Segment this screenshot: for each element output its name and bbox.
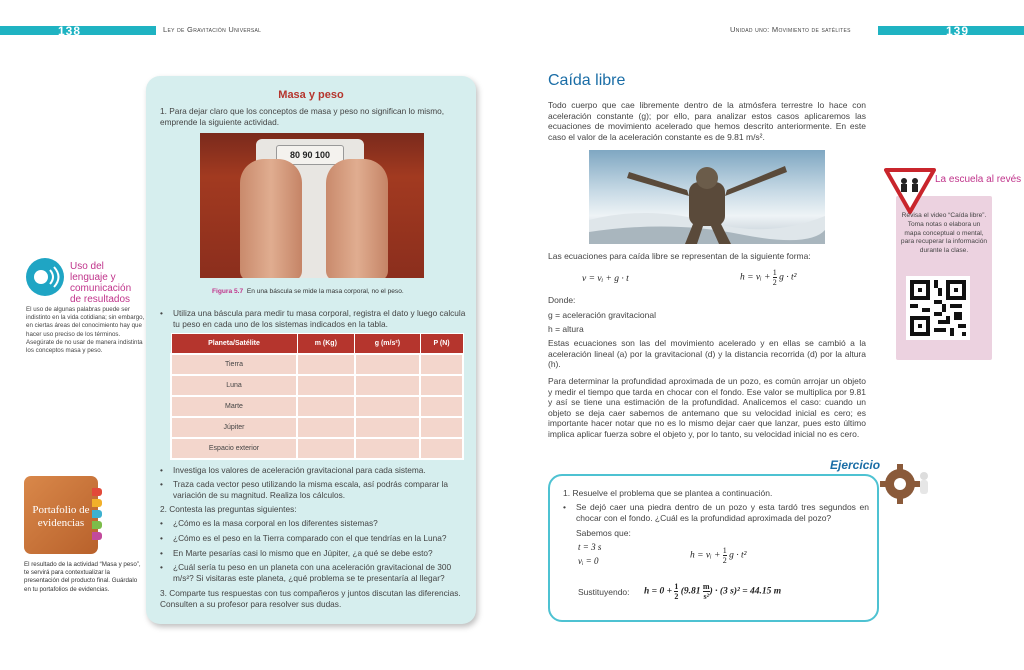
g-definition: g = aceleración gravitacional	[548, 310, 656, 320]
sub-gravity: 9.81	[683, 586, 701, 597]
skydiver-photo	[589, 150, 825, 244]
escuela-title: La escuela al revés	[935, 174, 1022, 185]
right-header-title: Unidad uno: Movimiento de satélites	[730, 25, 851, 34]
portafolio-tabs	[92, 488, 102, 544]
planet-table	[170, 333, 464, 460]
bullet-vector: • Traza cada vector peso utilizando la misma escala, así podrás comparar la variación de su magnitud. Realiza los cálculos.	[173, 479, 467, 500]
question-1: • ¿Cómo es la masa corporal en los diferentes sistemas?	[173, 518, 467, 529]
ejercicio-item-1: 1. Resuelve el problema que se plantea a continuación.	[563, 488, 773, 498]
table-cell-empty[interactable]	[420, 417, 463, 438]
equations-intro: Las ecuaciones para caída libre se representan de la siguiente forma:	[548, 251, 811, 261]
ejercicio-label: Ejercicio	[830, 458, 881, 472]
table-cell-empty[interactable]	[355, 375, 420, 396]
table-cell-planet: Luna	[171, 375, 297, 396]
sub-right: · (3 s)² = 44.15 m	[715, 586, 782, 597]
right-foot-image	[326, 159, 388, 278]
portafolio-icon: Portafolio de evidencias	[24, 476, 98, 554]
figure-caption	[212, 288, 404, 295]
ejercicio-bullet: • Se dejó caer una piedra dentro de un pozo y esta tardó tres segundos en chocar con el fondo. ¿Cuál es la profundidad aproximada del pozo?	[576, 502, 869, 523]
section-title: Caída libre	[548, 72, 626, 89]
table-header-m: m (Kg)	[297, 334, 355, 354]
pozo-paragraph: Para determinar la profundidad aproximada de un pozo, es común arrojar un objeto y medir el tiempo que tarda en chocar con el fondo. Ese valor se multiplica por 9.81 y así se tiene una estimación de la profundidad. Analicemos el caso: cuando un objeto se deja caer sabemos de antemano que su velocidad inicial es cero; es importante hacer notar que no es lo mismo dejar caer que lanzar, pues esto último implica aplicar fuerza sobre el objeto y, por lo tanto, su velocidad inicial no es cero.	[548, 376, 866, 439]
gear-person-icon	[880, 460, 920, 500]
table-cell-empty[interactable]	[420, 396, 463, 417]
one-half-fraction	[773, 268, 777, 287]
fraction-num: 1	[674, 582, 679, 591]
bascula-photo	[200, 133, 424, 278]
fraction-den: 2	[722, 556, 727, 565]
speaking-head-icon	[26, 258, 64, 296]
one-half-fraction	[723, 546, 727, 565]
table-row	[171, 354, 463, 375]
left-header-title: Ley de Gravitación Universal	[163, 25, 262, 34]
table-cell-planet: Marte	[171, 396, 297, 417]
table-cell-empty[interactable]	[297, 354, 355, 375]
bullet-bascula: • Utiliza una báscula para medir tu masa corporal, registra el dato y luego calcula tu peso en cada uno de los sistemas indicados en la tabla.	[173, 308, 467, 329]
activity-item-3: 3. Comparte tus respuestas con tus compañeros y juntos discutan las diferencias. Consulten a su profesor para resolver sus dudas.	[160, 588, 461, 609]
height-equation-exercise	[690, 546, 747, 565]
table-row	[171, 417, 463, 438]
sub-left: h = 0 +	[644, 586, 672, 597]
intro-paragraph: Todo cuerpo que cae libremente dentro de la atmósfera terrestre lo hace con aceleración constante (g); por ello, para analizar estos casos aplicaremos las ecuaciones de movimiento acelerado que hemos descrito anteriormente. En este caso el valor de la aceleración constante es de 9.81 m/s².	[548, 100, 866, 142]
escuela-text: Revisa el video “Caída libre”. Toma notas o elabora un mapa conceptual o mental, para recuperar la información durante la clase.	[900, 212, 988, 255]
portafolio-text: El resultado de la actividad “Masa y peso”, te servirá para contextualizar la presentación del producto final. Guárdalo en tu portafolios de evidencias.	[24, 561, 141, 593]
question-2: • ¿Cómo es el peso en la Tierra comparado con el que tendrías en la Luna?	[173, 533, 467, 544]
table-row	[171, 438, 463, 459]
donde-label: Donde:	[548, 295, 576, 305]
sustituyendo-label: Sustituyendo:	[578, 587, 630, 597]
table-cell-empty[interactable]	[355, 396, 420, 417]
unit-num: m	[702, 582, 710, 591]
table-row	[171, 375, 463, 396]
velocity-equation: v = vᵢ + g · t	[582, 274, 629, 284]
one-half-fraction	[674, 582, 678, 601]
left-page-number: 138	[58, 24, 82, 38]
fraction-den: 2	[772, 278, 777, 287]
height-eq-right: g · t²	[779, 272, 797, 283]
table-cell-empty[interactable]	[420, 354, 463, 375]
sabemos-label: Sabemos que:	[576, 528, 631, 538]
v-value: vᵢ = 0	[578, 556, 599, 566]
activity-item-1: 1. Para dejar claro que los conceptos de masa y peso no significan lo mismo, emprende la siguiente actividad.	[160, 106, 445, 127]
left-foot-image	[240, 159, 302, 278]
table-cell-planet: Júpiter	[171, 417, 297, 438]
uso-lenguaje-text: El uso de algunas palabras puede ser indistinto en la vida cotidiana; sin embargo, en ciertas áreas del conocimiento hay que hacer uso preciso de los términos. Asegúrate de no usar de manera indistinta los conceptos masa y peso.	[26, 306, 145, 355]
table-cell-empty[interactable]	[420, 375, 463, 396]
unit-den: s²	[703, 592, 710, 601]
height-eq-left: h = vᵢ +	[740, 272, 771, 283]
table-cell-empty[interactable]	[355, 438, 420, 459]
question-4: • ¿Cuál sería tu peso en un planeta con una aceleración gravitacional de 300 m/s²? Si visitaras este planeta, ¿qué problema se te presentaría al llegar?	[173, 562, 467, 583]
height-equation	[740, 268, 797, 287]
table-cell-empty[interactable]	[297, 396, 355, 417]
figure-label: Figura 5.7	[212, 288, 244, 295]
height-eq-left: h = vᵢ +	[690, 550, 721, 561]
explanation-paragraph: Estas ecuaciones son las del movimiento acelerado y en ellas se cambió a la aceleración lineal (a) por la gravitacional (d) y la distancia recorrida (d) por la altura (h).	[548, 338, 866, 370]
bullet-investiga: • Investiga los valores de aceleración gravitacional para cada sistema.	[173, 465, 467, 476]
question-3: • En Marte pesarías casi lo mismo que en Júpiter, ¿a qué se debe esto?	[173, 548, 467, 559]
t-value: t = 3 s	[578, 542, 602, 552]
substitution-equation: h = 0 + $\frac{1}{2}$ (9.81 $\frac{m}{\text{s²}}$ ) · (3 s)² = 44.15 m	[644, 582, 782, 601]
table-cell-empty[interactable]	[297, 438, 355, 459]
table-header-g: g (m/s²)	[355, 334, 420, 354]
table-cell-empty[interactable]	[297, 375, 355, 396]
table-cell-planet: Espacio exterior	[171, 438, 297, 459]
fraction-num: 1	[772, 268, 777, 277]
fraction-den: 2	[674, 592, 679, 601]
table-cell-planet: Tierra	[171, 354, 297, 375]
qr-code[interactable]	[906, 276, 970, 340]
table-cell-empty[interactable]	[297, 417, 355, 438]
figure-caption-text: En una báscula se mide la masa corporal, no el peso.	[246, 288, 404, 295]
yield-sign-icon	[884, 168, 936, 214]
uso-lenguaje-title: Uso del lenguaje y comunicación de resultados	[70, 261, 132, 305]
table-cell-empty[interactable]	[355, 417, 420, 438]
activity-item-2: 2. Contesta las preguntas siguientes:	[160, 504, 297, 514]
card-title: Masa y peso	[278, 89, 344, 101]
fraction-num: 1	[722, 546, 727, 555]
table-row	[171, 396, 463, 417]
unit-fraction	[703, 582, 710, 601]
table-header-planeta: Planeta/Satélite	[171, 334, 297, 354]
h-definition: h = altura	[548, 324, 584, 334]
scale-dial: 80 90 100	[276, 145, 344, 165]
table-cell-empty[interactable]	[420, 438, 463, 459]
table-header-p: P (N)	[420, 334, 463, 354]
height-eq-right: g · t²	[729, 550, 747, 561]
table-cell-empty[interactable]	[355, 354, 420, 375]
right-page-number: 139	[946, 24, 970, 38]
